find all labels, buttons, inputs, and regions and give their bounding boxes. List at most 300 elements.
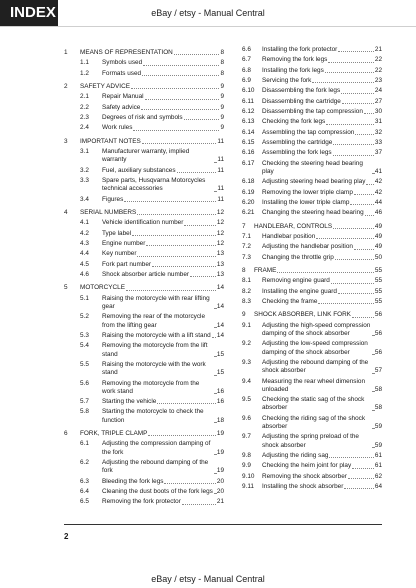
entry-number: 6.10	[242, 87, 255, 95]
toc-subsection-entry[interactable]	[242, 243, 382, 251]
entry-body	[102, 398, 224, 406]
toc-subsection-entry[interactable]	[64, 313, 224, 330]
toc-subsection-entry[interactable]	[242, 108, 382, 116]
dot-leader	[184, 225, 216, 226]
entry-number: 6.8	[242, 66, 251, 74]
dot-leader	[131, 88, 219, 89]
entry-number: 6.16	[242, 149, 255, 157]
toc-subsection-entry[interactable]	[242, 298, 382, 306]
header-watermark: eBay / etsy - Manual Central	[151, 8, 265, 18]
entry-title: IMPORTANT NOTES	[80, 137, 141, 145]
entry-number: 1	[64, 49, 68, 56]
toc-subsection-entry[interactable]	[242, 322, 382, 339]
dot-leader	[214, 422, 216, 423]
entry-body	[262, 243, 382, 251]
entry-number: 9.4	[242, 377, 251, 385]
entry-number: 5.3	[80, 331, 89, 339]
entry-page: 16	[216, 387, 224, 395]
dot-leader	[355, 134, 374, 135]
toc-subsection-entry[interactable]	[64, 440, 224, 457]
dot-leader	[214, 327, 216, 328]
entry-page: 11	[217, 156, 224, 164]
toc-subsection-entry[interactable]	[242, 87, 382, 95]
entry-title: Checking the fork legs	[262, 118, 326, 126]
entry-number: 6.15	[242, 138, 255, 146]
entry-number: 6.7	[242, 56, 251, 64]
toc-subsection-entry[interactable]	[64, 196, 224, 204]
entry-body	[102, 230, 224, 238]
entry-body	[262, 149, 382, 157]
entry-number: 3.4	[80, 195, 89, 203]
entry-number: 8.2	[242, 287, 251, 295]
toc-subsection-entry[interactable]	[64, 230, 224, 238]
entry-page: 19	[216, 430, 224, 438]
toc-subsection-entry[interactable]	[64, 70, 224, 78]
entry-page: 46	[374, 209, 382, 217]
toc-subsection-entry[interactable]	[64, 104, 224, 112]
entry-page: 11	[217, 166, 224, 174]
dot-leader	[132, 235, 216, 236]
toc-subsection-entry[interactable]	[242, 359, 382, 376]
entry-number: 9.7	[242, 433, 251, 441]
toc-subsection-entry[interactable]	[242, 149, 382, 157]
entry-title: Disassembling the tap compression	[262, 107, 363, 115]
entry-number: 9.11	[242, 483, 254, 491]
dot-leader	[190, 276, 216, 277]
toc-subsection-entry[interactable]	[242, 199, 382, 207]
entry-body	[262, 254, 382, 262]
toc-subsection-entry[interactable]	[64, 459, 224, 476]
toc-subsection-entry[interactable]	[242, 277, 382, 285]
entry-page: 9	[220, 93, 224, 101]
entry-page: 11	[217, 185, 224, 193]
toc-section-entry[interactable]	[64, 284, 224, 292]
toc-subsection-entry[interactable]	[64, 219, 224, 227]
entry-number: 6.18	[242, 178, 255, 186]
entry-page: 14	[216, 284, 224, 292]
dot-leader	[341, 93, 374, 94]
entry-number: 6.19	[242, 188, 255, 196]
entry-title: Servicing the fork	[262, 76, 312, 84]
entry-number: 4.2	[80, 229, 89, 237]
entry-body	[254, 267, 382, 275]
entry-number: 1.2	[80, 69, 89, 77]
toc-section-entry[interactable]	[242, 267, 382, 275]
dot-leader	[214, 356, 216, 357]
entry-number: 8	[242, 266, 246, 274]
toc-subsection-entry[interactable]	[242, 56, 382, 64]
toc-subsection-entry[interactable]	[242, 209, 382, 217]
toc-subsection-entry[interactable]	[64, 240, 224, 248]
dot-leader	[142, 75, 219, 76]
entry-page: 12	[216, 239, 224, 247]
dot-leader	[325, 72, 374, 73]
dot-leader	[182, 504, 216, 505]
toc-subsection-entry[interactable]	[64, 295, 224, 312]
toc-subsection-entry[interactable]	[64, 148, 224, 165]
index-tab: INDEX	[0, 0, 58, 26]
entry-body	[262, 433, 382, 450]
entry-body	[262, 277, 382, 285]
entry-page: 15	[216, 350, 224, 358]
entry-page: 11	[217, 195, 224, 203]
dot-leader	[338, 293, 374, 294]
dot-leader	[214, 393, 216, 394]
entry-page: 55	[374, 266, 382, 274]
entry-number: 3.2	[80, 166, 89, 174]
entry-number: 2.2	[80, 103, 89, 111]
entry-body	[102, 313, 224, 330]
entry-title: Changing the throttle grip	[262, 253, 334, 261]
entry-body	[102, 261, 224, 269]
entry-body	[102, 478, 224, 486]
entry-number: 4.4	[80, 250, 89, 258]
dot-leader	[157, 403, 216, 404]
dot-leader	[333, 144, 374, 145]
toc-section-entry[interactable]	[64, 430, 224, 438]
entry-title: Removing the motorcycle from the work stand	[102, 379, 200, 395]
entry-body	[102, 124, 224, 132]
entry-body	[102, 70, 224, 78]
entry-title: Figures	[102, 195, 124, 203]
dot-leader	[214, 191, 216, 192]
entry-title: Assembling the tap compression	[262, 128, 355, 136]
entry-page: 8	[220, 59, 224, 67]
entry-body	[102, 177, 224, 194]
entry-title: Removing the shock absorber	[262, 472, 347, 480]
entry-body	[80, 138, 224, 146]
entry-page: 12	[216, 219, 224, 227]
entry-title: Engine number	[102, 239, 146, 247]
toc-subsection-entry[interactable]	[64, 488, 224, 496]
toc-subsection-entry[interactable]	[64, 498, 224, 506]
entry-title: FORK, TRIPLE CLAMP	[80, 430, 148, 438]
toc-subsection-entry[interactable]	[64, 124, 224, 132]
entry-page: 56	[374, 311, 382, 319]
entry-body	[262, 340, 382, 357]
entry-body	[102, 240, 224, 248]
dot-leader	[372, 335, 374, 336]
entry-body	[102, 332, 224, 340]
dot-leader	[352, 468, 374, 469]
toc-section-entry[interactable]	[242, 311, 382, 319]
entry-title: Cleaning the dust boots of the fork legs	[102, 488, 213, 496]
dot-leader	[214, 493, 216, 494]
toc-subsection-entry[interactable]	[242, 46, 382, 54]
entry-page: 31	[374, 118, 382, 126]
entry-body	[262, 322, 382, 339]
toc-subsection-entry[interactable]	[64, 398, 224, 406]
entry-number: 5.6	[80, 379, 89, 387]
entry-title: Adjusting steering head bearing play	[262, 178, 366, 186]
dot-leader	[141, 109, 219, 110]
entry-number: 5.5	[80, 360, 89, 368]
entry-page: 9	[220, 82, 224, 90]
toc-section-entry[interactable]	[64, 138, 224, 146]
toc-subsection-entry[interactable]	[242, 98, 382, 106]
toc-subsection-entry[interactable]	[64, 478, 224, 486]
entry-page: 14	[216, 331, 224, 339]
dot-leader	[184, 119, 220, 120]
entry-page: 57	[374, 367, 382, 375]
entry-number: 6.20	[242, 198, 255, 206]
entry-number: 3.1	[80, 147, 89, 155]
entry-number: 5.7	[80, 398, 89, 406]
entry-page: 22	[374, 56, 382, 64]
toc-subsection-entry[interactable]	[242, 129, 382, 137]
toc-subsection-entry[interactable]	[242, 483, 382, 491]
toc-subsection-entry[interactable]	[64, 408, 224, 425]
entry-page: 49	[374, 232, 382, 240]
entry-body	[262, 160, 382, 177]
entry-number: 6.9	[242, 76, 251, 84]
entry-body	[102, 380, 224, 397]
entry-body	[262, 298, 382, 306]
toc-subsection-entry[interactable]	[242, 139, 382, 147]
entry-page: 61	[374, 462, 382, 470]
toc-subsection-entry[interactable]	[242, 67, 382, 75]
toc-subsection-entry[interactable]	[242, 160, 382, 177]
toc-subsection-entry[interactable]	[242, 378, 382, 395]
entry-number: 7	[242, 222, 246, 230]
toc-subsection-entry[interactable]	[242, 77, 382, 85]
entry-title: Raising the motorcycle with a lift stand	[102, 331, 211, 339]
entry-number: 7.1	[242, 232, 251, 240]
toc-section-entry[interactable]	[242, 223, 382, 231]
entry-page: 20	[216, 488, 224, 496]
entry-page: 64	[374, 483, 382, 491]
entry-body	[262, 462, 382, 470]
entry-page: 30	[374, 107, 382, 115]
entry-number: 2.1	[80, 93, 89, 101]
dot-leader	[214, 473, 216, 474]
entry-number: 8.1	[242, 277, 251, 285]
dot-leader	[137, 214, 216, 215]
entry-page: 14	[216, 302, 224, 310]
entry-body	[102, 59, 224, 67]
entry-page: 14	[216, 321, 224, 329]
entry-title: Spare parts, Husqvarna Motorcycles technical accessories	[102, 176, 206, 193]
dot-leader	[348, 478, 374, 479]
entry-page: 49	[374, 222, 382, 230]
entry-title: Raising the motorcycle with rear lifting gear	[102, 294, 210, 310]
toc-subsection-entry[interactable]	[242, 340, 382, 357]
toc-subsection-entry[interactable]	[242, 288, 382, 296]
toc-subsection-entry[interactable]	[64, 380, 224, 397]
toc-subsection-entry[interactable]	[64, 271, 224, 279]
entry-title: Checking the heim joint for play	[262, 462, 352, 470]
entry-page: 20	[216, 477, 224, 485]
entry-number: 2.4	[80, 124, 89, 132]
entry-page: 22	[374, 66, 382, 74]
dot-leader	[148, 435, 216, 436]
entry-title: Checking the static sag of the shock absorber	[262, 396, 365, 412]
entry-page: 58	[374, 385, 382, 393]
toc-subsection-entry[interactable]	[242, 433, 382, 450]
entry-page: 32	[374, 128, 382, 136]
toc-subsection-entry[interactable]	[242, 118, 382, 126]
toc-subsection-entry[interactable]	[64, 361, 224, 378]
entry-number: 6.11	[242, 97, 254, 105]
entry-title: Handlebar position	[262, 232, 316, 240]
toc-subsection-entry[interactable]	[242, 254, 382, 262]
entry-number: 6.13	[242, 118, 255, 126]
entry-number: 5	[64, 284, 68, 292]
dot-leader	[372, 391, 374, 392]
entry-number: 4	[64, 208, 68, 216]
entry-page: 13	[216, 260, 224, 268]
entry-title: Adjusting the rebound damping of the shock absorber	[262, 358, 369, 375]
entry-title: Repair Manual	[102, 93, 144, 101]
dot-leader	[177, 172, 217, 173]
entry-body	[102, 488, 224, 496]
entry-body	[262, 56, 382, 64]
entry-page: 33	[374, 138, 382, 146]
entry-title: SAFETY ADVICE	[80, 82, 130, 90]
dot-leader	[354, 249, 374, 250]
entry-body	[102, 408, 224, 425]
dot-leader	[372, 373, 374, 374]
dot-leader	[318, 303, 373, 304]
entry-page: 8	[220, 69, 224, 77]
entry-number: 9.9	[242, 462, 251, 470]
entry-number: 5.1	[80, 294, 89, 302]
entry-number: 3	[64, 137, 68, 145]
dot-leader	[164, 483, 215, 484]
dot-leader	[174, 54, 220, 55]
entry-body	[102, 167, 224, 175]
dot-leader	[331, 283, 374, 284]
toc-subsection-entry[interactable]	[64, 167, 224, 175]
entry-number: 6.5	[80, 498, 89, 506]
entry-body	[262, 483, 382, 491]
entry-title: Removing the fork protector	[102, 498, 181, 506]
entry-number: 6.2	[80, 459, 89, 467]
toc-subsection-entry[interactable]	[242, 189, 382, 197]
entry-number: 9.6	[242, 414, 251, 422]
entry-title: Adjusting the low-speed compression damping of the shock absorber	[262, 340, 368, 356]
entry-number: 6.1	[80, 440, 89, 448]
entry-body	[262, 46, 382, 54]
dot-leader	[133, 130, 219, 131]
entry-number: 9.3	[242, 358, 251, 366]
entry-page: 21	[374, 46, 382, 53]
entry-page: 13	[216, 250, 224, 258]
entry-title: Checking the frame	[262, 297, 318, 305]
entry-page: 16	[216, 398, 224, 406]
entry-page: 55	[374, 287, 382, 295]
entry-body	[80, 49, 224, 57]
entry-page: 27	[374, 97, 382, 105]
toc-subsection-entry[interactable]	[242, 233, 382, 241]
entry-page: 42	[374, 178, 382, 186]
entry-number: 6.3	[80, 477, 89, 485]
entry-title: Installing the lower triple clamp	[262, 198, 350, 206]
entry-title: Adjusting the compression damping of the fork	[102, 440, 211, 456]
entry-number: 3.3	[80, 176, 89, 184]
toc-subsection-entry[interactable]	[242, 396, 382, 413]
dot-leader	[142, 143, 217, 144]
entry-number: 4.6	[80, 270, 89, 278]
entry-title: Checking the steering head bearing play	[262, 159, 363, 175]
toc-subsection-entry[interactable]	[64, 93, 224, 101]
entry-title: Adjusting the riding sag	[262, 452, 329, 460]
dot-leader	[277, 272, 374, 273]
entry-number: 7.3	[242, 253, 251, 261]
toc-subsection-entry[interactable]	[242, 178, 382, 186]
dot-leader	[372, 447, 374, 448]
dot-leader	[146, 245, 216, 246]
dot-leader	[364, 113, 374, 114]
entry-page: 56	[374, 329, 382, 337]
entry-title: Vehicle identification number	[102, 219, 184, 227]
entry-title: FRAME	[254, 266, 277, 274]
entry-number: 4.3	[80, 239, 89, 247]
entry-body	[102, 219, 224, 227]
entry-title: MEANS OF REPRESENTATION	[80, 49, 173, 56]
entry-page: 18	[216, 416, 224, 424]
dot-leader	[333, 228, 374, 229]
entry-body	[80, 209, 224, 217]
entry-title: Assembling the cartridge	[262, 138, 333, 146]
entry-body	[102, 361, 224, 378]
entry-title: Assembling the fork legs	[262, 149, 332, 157]
page-number: 2	[64, 532, 69, 541]
entry-title: Disassembling the cartridge	[262, 97, 341, 105]
entry-page: 50	[374, 253, 382, 261]
entry-number: 4.5	[80, 260, 89, 268]
entry-title: HANDLEBAR, CONTROLS	[254, 222, 333, 230]
toc-subsection-entry[interactable]	[242, 452, 382, 460]
toc-section-entry[interactable]	[64, 209, 224, 217]
entry-page: 58	[374, 404, 382, 412]
toc-section-entry[interactable]	[64, 83, 224, 91]
toc-section-entry[interactable]	[64, 49, 224, 57]
toc-subsection-entry[interactable]	[64, 332, 224, 340]
entry-body	[262, 233, 382, 241]
toc-column-left	[64, 44, 224, 507]
toc-subsection-entry[interactable]	[242, 415, 382, 432]
toc-subsection-entry[interactable]	[64, 114, 224, 122]
entry-number: 4.1	[80, 219, 89, 227]
entry-number: 6.21	[242, 209, 255, 217]
entry-body	[262, 129, 382, 137]
toc-subsection-entry[interactable]	[242, 473, 382, 481]
toc-subsection-entry[interactable]	[64, 250, 224, 258]
entry-title: Installing the fork legs	[262, 66, 324, 74]
entry-title: Removing the lower triple clamp	[262, 188, 353, 196]
entry-number: 9.5	[242, 396, 251, 404]
toc-subsection-entry[interactable]	[64, 177, 224, 194]
entry-title: Bleeding the fork legs	[102, 477, 164, 485]
entry-number: 6.12	[242, 107, 255, 115]
entry-number: 9.1	[242, 321, 251, 329]
entry-page: 49	[374, 243, 382, 251]
toc-subsection-entry[interactable]	[64, 261, 224, 269]
entry-body	[262, 118, 382, 126]
toc-subsection-entry[interactable]	[64, 342, 224, 359]
toc-subsection-entry[interactable]	[64, 59, 224, 67]
entry-title: Starting the motorcycle to check the function	[102, 408, 204, 424]
toc-subsection-entry[interactable]	[242, 462, 382, 470]
entry-title: Disassembling the fork legs	[262, 87, 341, 95]
entry-page: 41	[374, 167, 382, 175]
entry-title: Adjusting the spring preload of the shock absorber	[262, 433, 359, 449]
dot-leader	[152, 266, 216, 267]
entry-page: 12	[216, 208, 224, 216]
entry-number: 1.1	[80, 59, 89, 67]
dot-leader	[214, 308, 216, 309]
